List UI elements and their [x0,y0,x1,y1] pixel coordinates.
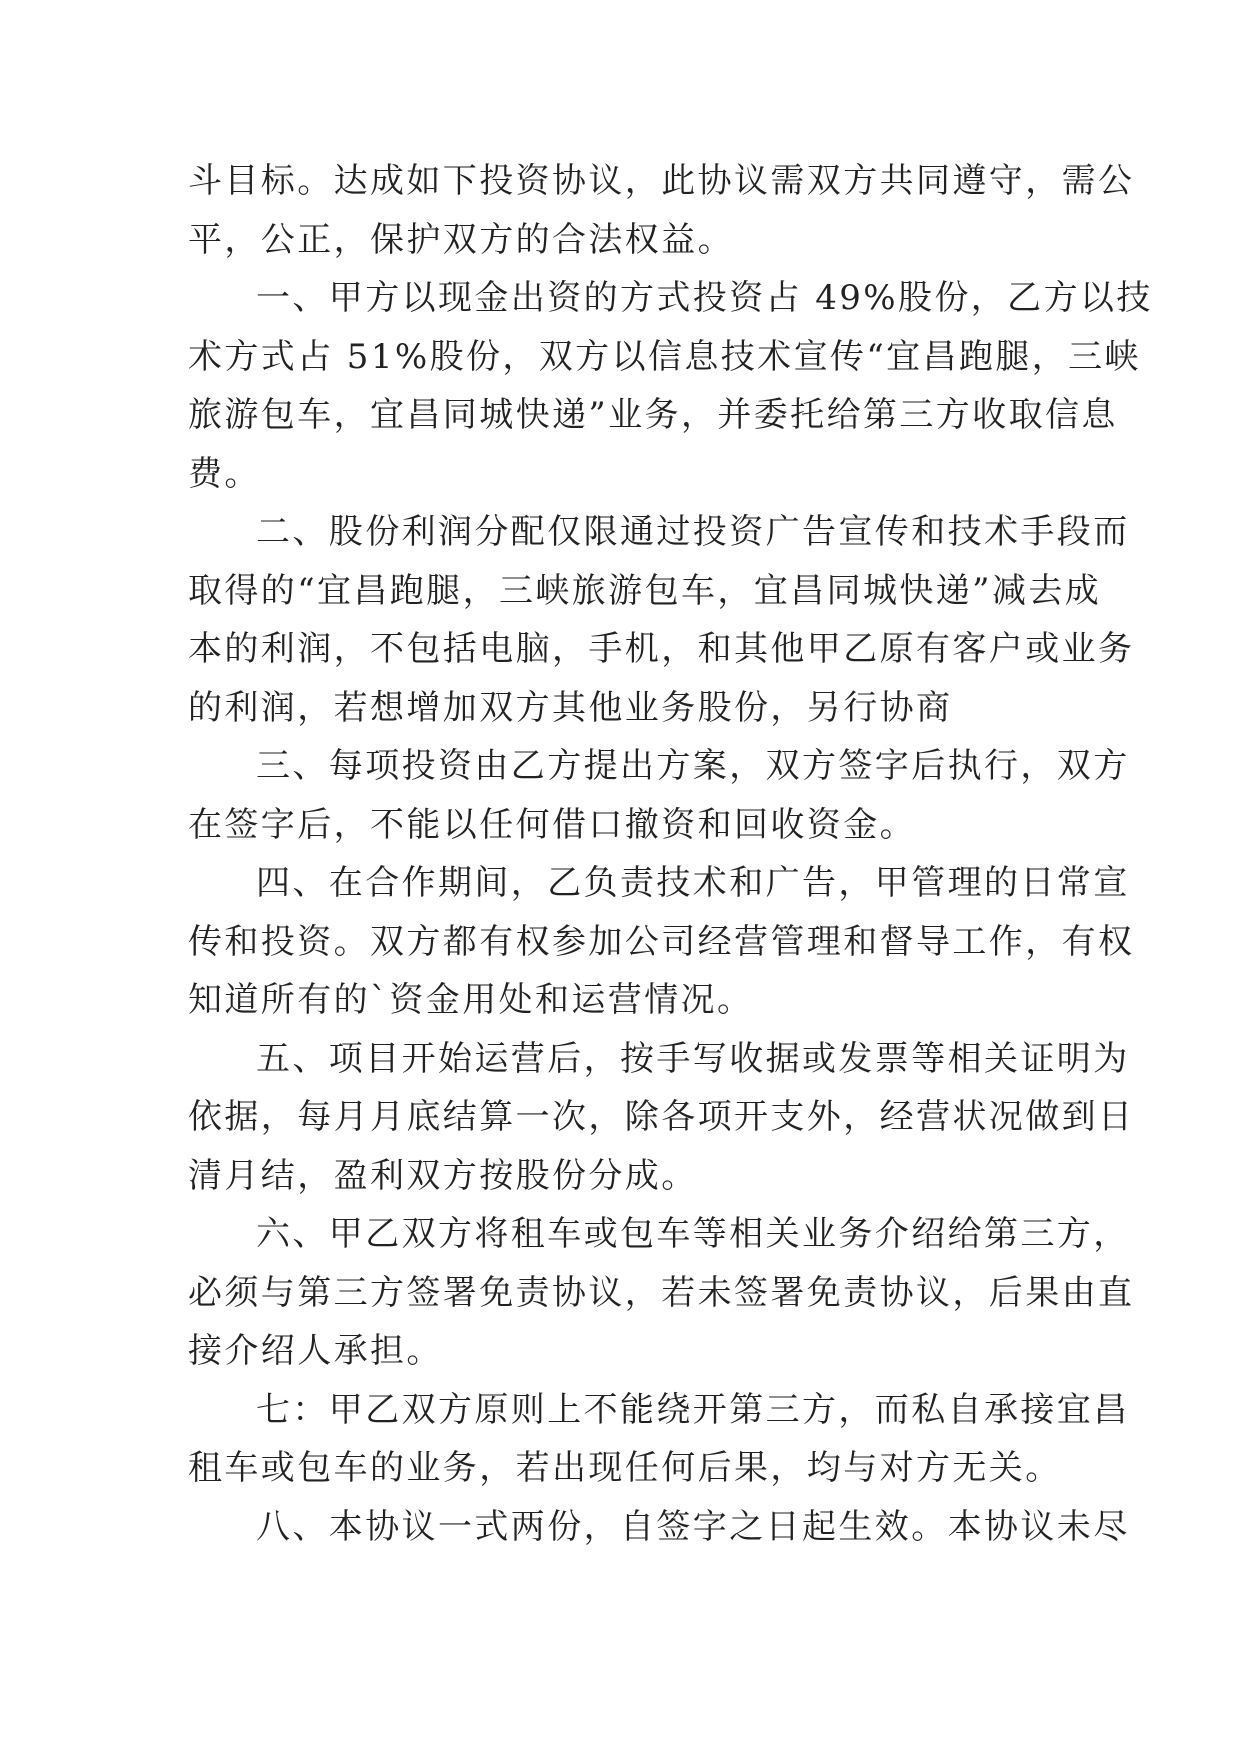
text-line: 费。 [188,453,261,494]
text-line: 平，公正，保护双方的合法权益。 [188,219,734,260]
text-line: 在签字后，不能以任何借口撤资和回收资金。 [188,804,916,845]
text-line: 二、股份利润分配仅限通过投资广告宣传和技术手段而 [256,512,1130,552]
text-line: 接介绍人承担。 [188,1331,443,1371]
text-line: 四、在合作期间，乙负责技术和广告，甲管理的日常宣 [256,863,1130,903]
text-line: 的利润，若想增加双方其他业务股份，另行协商 [188,687,953,728]
text-line: 依据，每月月底结算一次，除各项开支外，经营状况做到日 [188,1097,1135,1137]
clause-8 [188,1498,1130,1557]
text-line: 七：甲乙双方原则上不能绕开第三方，而私自承接宜昌 [256,1389,1130,1430]
clause-3 [188,737,1130,854]
text-line: 租车或包车的业务，若出现任何后果，均与对方无关。 [188,1448,1062,1488]
clause-6 [188,1205,1135,1381]
text-line: 五、项目开始运营后，按手写收据或发票等相关证明为 [256,1038,1130,1079]
clause-5 [188,1030,1135,1206]
paragraph-intro [188,152,1135,269]
text-line: 取得的“宜昌跑腿，三峡旅游包车，宜昌同城快递”减去成 [188,570,1102,611]
text-line: 本的利润，不包括电脑，手机，和其他甲乙原有客户或业务 [188,629,1135,669]
text-line: 一、甲方以现金出资的方式投资占 49%股份，乙方以技 [256,278,1153,318]
clause-4 [188,854,1135,1030]
text-line: 知道所有的`资金用处和运营情况。 [188,980,754,1020]
text-line: 必须与第三方签署免责协议，若未签署免责协议，后果由直 [188,1272,1135,1313]
text-line: 术方式占 51%股份，双方以信息技术宣传“宜昌跑腿，三峡 [188,336,1141,377]
text-line: 传和投资。双方都有权参加公司经营管理和督导工作，有权 [188,921,1135,962]
document-body [188,152,1153,1556]
text-line: 斗目标。达成如下投资协议，此协议需双方共同遵守，需公 [188,161,1135,201]
text-line: 清月结，盈利双方按股份分成。 [188,1155,698,1196]
clause-1 [188,269,1153,503]
text-line: 三、每项投资由乙方提出方案，双方签字后执行，双方 [256,746,1130,786]
clause-2 [188,503,1135,737]
text-line: 八、本协议一式两份，自签字之日起生效。本协议未尽 [256,1506,1130,1547]
text-line: 旅游包车，宜昌同城快递”业务，并委托给第三方收取信息 [188,395,1118,435]
clause-7 [188,1381,1130,1498]
text-line: 六、甲乙双方将租车或包车等相关业务介绍给第三方， [256,1214,1130,1254]
